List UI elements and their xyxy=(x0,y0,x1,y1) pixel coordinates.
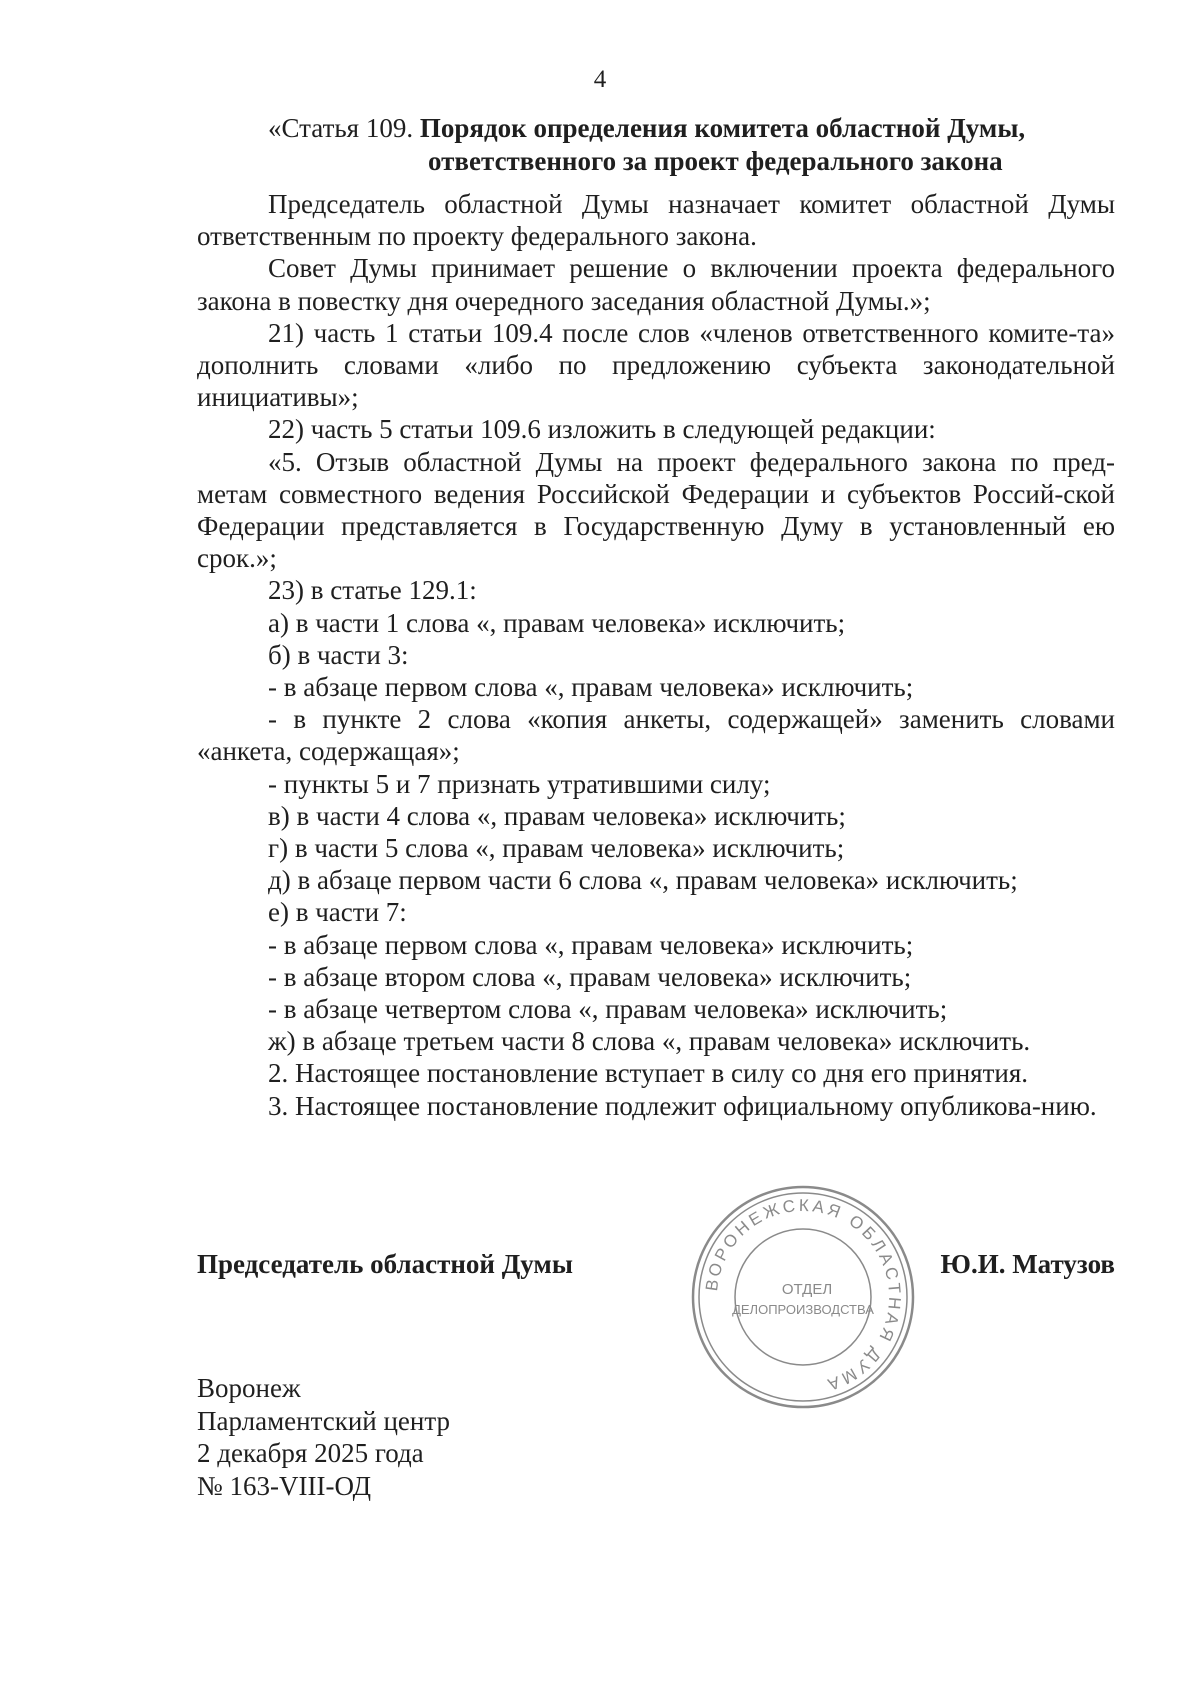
place-venue: Парламентский центр xyxy=(197,1405,450,1436)
stamp-ring-label: ВОРОНЕЖСКАЯ ОБЛАСТНАЯ ДУМА xyxy=(702,1195,905,1396)
paragraph: - в абзаце втором слова «, правам человека» исключить; xyxy=(268,961,912,992)
paragraph: д) в абзаце первом части 6 слова «, правам человека» исключить; xyxy=(268,865,1018,896)
article-heading-line2: ответственного за проект федерального закона xyxy=(428,146,1003,176)
place-date-block xyxy=(197,1372,450,1502)
paragraph: 3. Настоящее постановление подлежит официальному опубликова-нию. xyxy=(268,1090,1097,1121)
document-date: 2 декабря 2025 года xyxy=(197,1438,424,1468)
paragraph: б) в части 3: xyxy=(268,639,409,670)
article-heading-line1: Порядок определения комитета областной Думы, xyxy=(419,113,1026,143)
paragraph: 23) в статье 129.1: xyxy=(268,575,477,606)
signature-name: Ю.И. Матузов xyxy=(940,1249,1115,1279)
paragraph: а) в части 1 слова «, правам человека» исключить; xyxy=(268,607,846,638)
article-title xyxy=(268,112,1108,178)
paragraph: - в абзаце первом слова «, правам человека» исключить; xyxy=(268,929,914,960)
paragraph: «5. Отзыв областной Думы на проект федерального закона по пред-метам совместного ведения Российской Федерации и субъектов Россий-ской Федерации представляется в Государственную Думу в установленный ею срок.»; xyxy=(197,446,1115,574)
document-body xyxy=(197,188,1115,1122)
stamp-center-line1: ОТДЕЛ xyxy=(781,1281,833,1298)
signature-position: Председатель областной Думы xyxy=(197,1249,573,1279)
stamp-center-line2: ДЕЛОПРОИЗВОДСТВА xyxy=(732,1302,874,1317)
paragraph: е) в части 7: xyxy=(268,897,407,928)
paragraph: - пункты 5 и 7 признать утратившими силу; xyxy=(268,768,771,799)
paragraph: - в абзаце четвертом слова «, правам человека» исключить; xyxy=(268,994,948,1025)
page-number: 4 xyxy=(593,66,607,93)
paragraph: Совет Думы принимает решение о включении проекта федерального закона в повестку дня очередного заседания областной Думы.»; xyxy=(197,253,1115,316)
paragraph: ж) в абзаце третьем части 8 слова «, правам человека» исключить. xyxy=(268,1026,1031,1057)
document-number: № 163-VIII-ОД xyxy=(197,1470,372,1501)
paragraph: в) в части 4 слова «, правам человека» исключить; xyxy=(268,800,846,831)
place-city: Воронеж xyxy=(197,1373,301,1403)
paragraph: 2. Настоящее постановление вступает в силу со дня его принятия. xyxy=(268,1058,1029,1089)
paragraph: Председатель областной Думы назначает комитет областной Думы ответственным по проекту федерального закона. xyxy=(197,189,1115,252)
stamp-seal xyxy=(690,1184,916,1410)
paragraph: - в пункте 2 слова «копия анкеты, содержащей» заменить словами «анкета, содержащая»; xyxy=(197,704,1115,767)
article-label: «Статья 109. xyxy=(268,113,420,143)
paragraph: г) в части 5 слова «, правам человека» исключить; xyxy=(268,833,845,864)
paragraph: 21) часть 1 статьи 109.4 после слов «членов ответственного комите-та» дополнить словами «либо по предложению субъекта законодательной инициативы»; xyxy=(197,317,1115,413)
paragraph: 22) часть 5 статьи 109.6 изложить в следующей редакции: xyxy=(268,414,936,445)
paragraph: - в абзаце первом слова «, правам человека» исключить; xyxy=(268,672,914,703)
